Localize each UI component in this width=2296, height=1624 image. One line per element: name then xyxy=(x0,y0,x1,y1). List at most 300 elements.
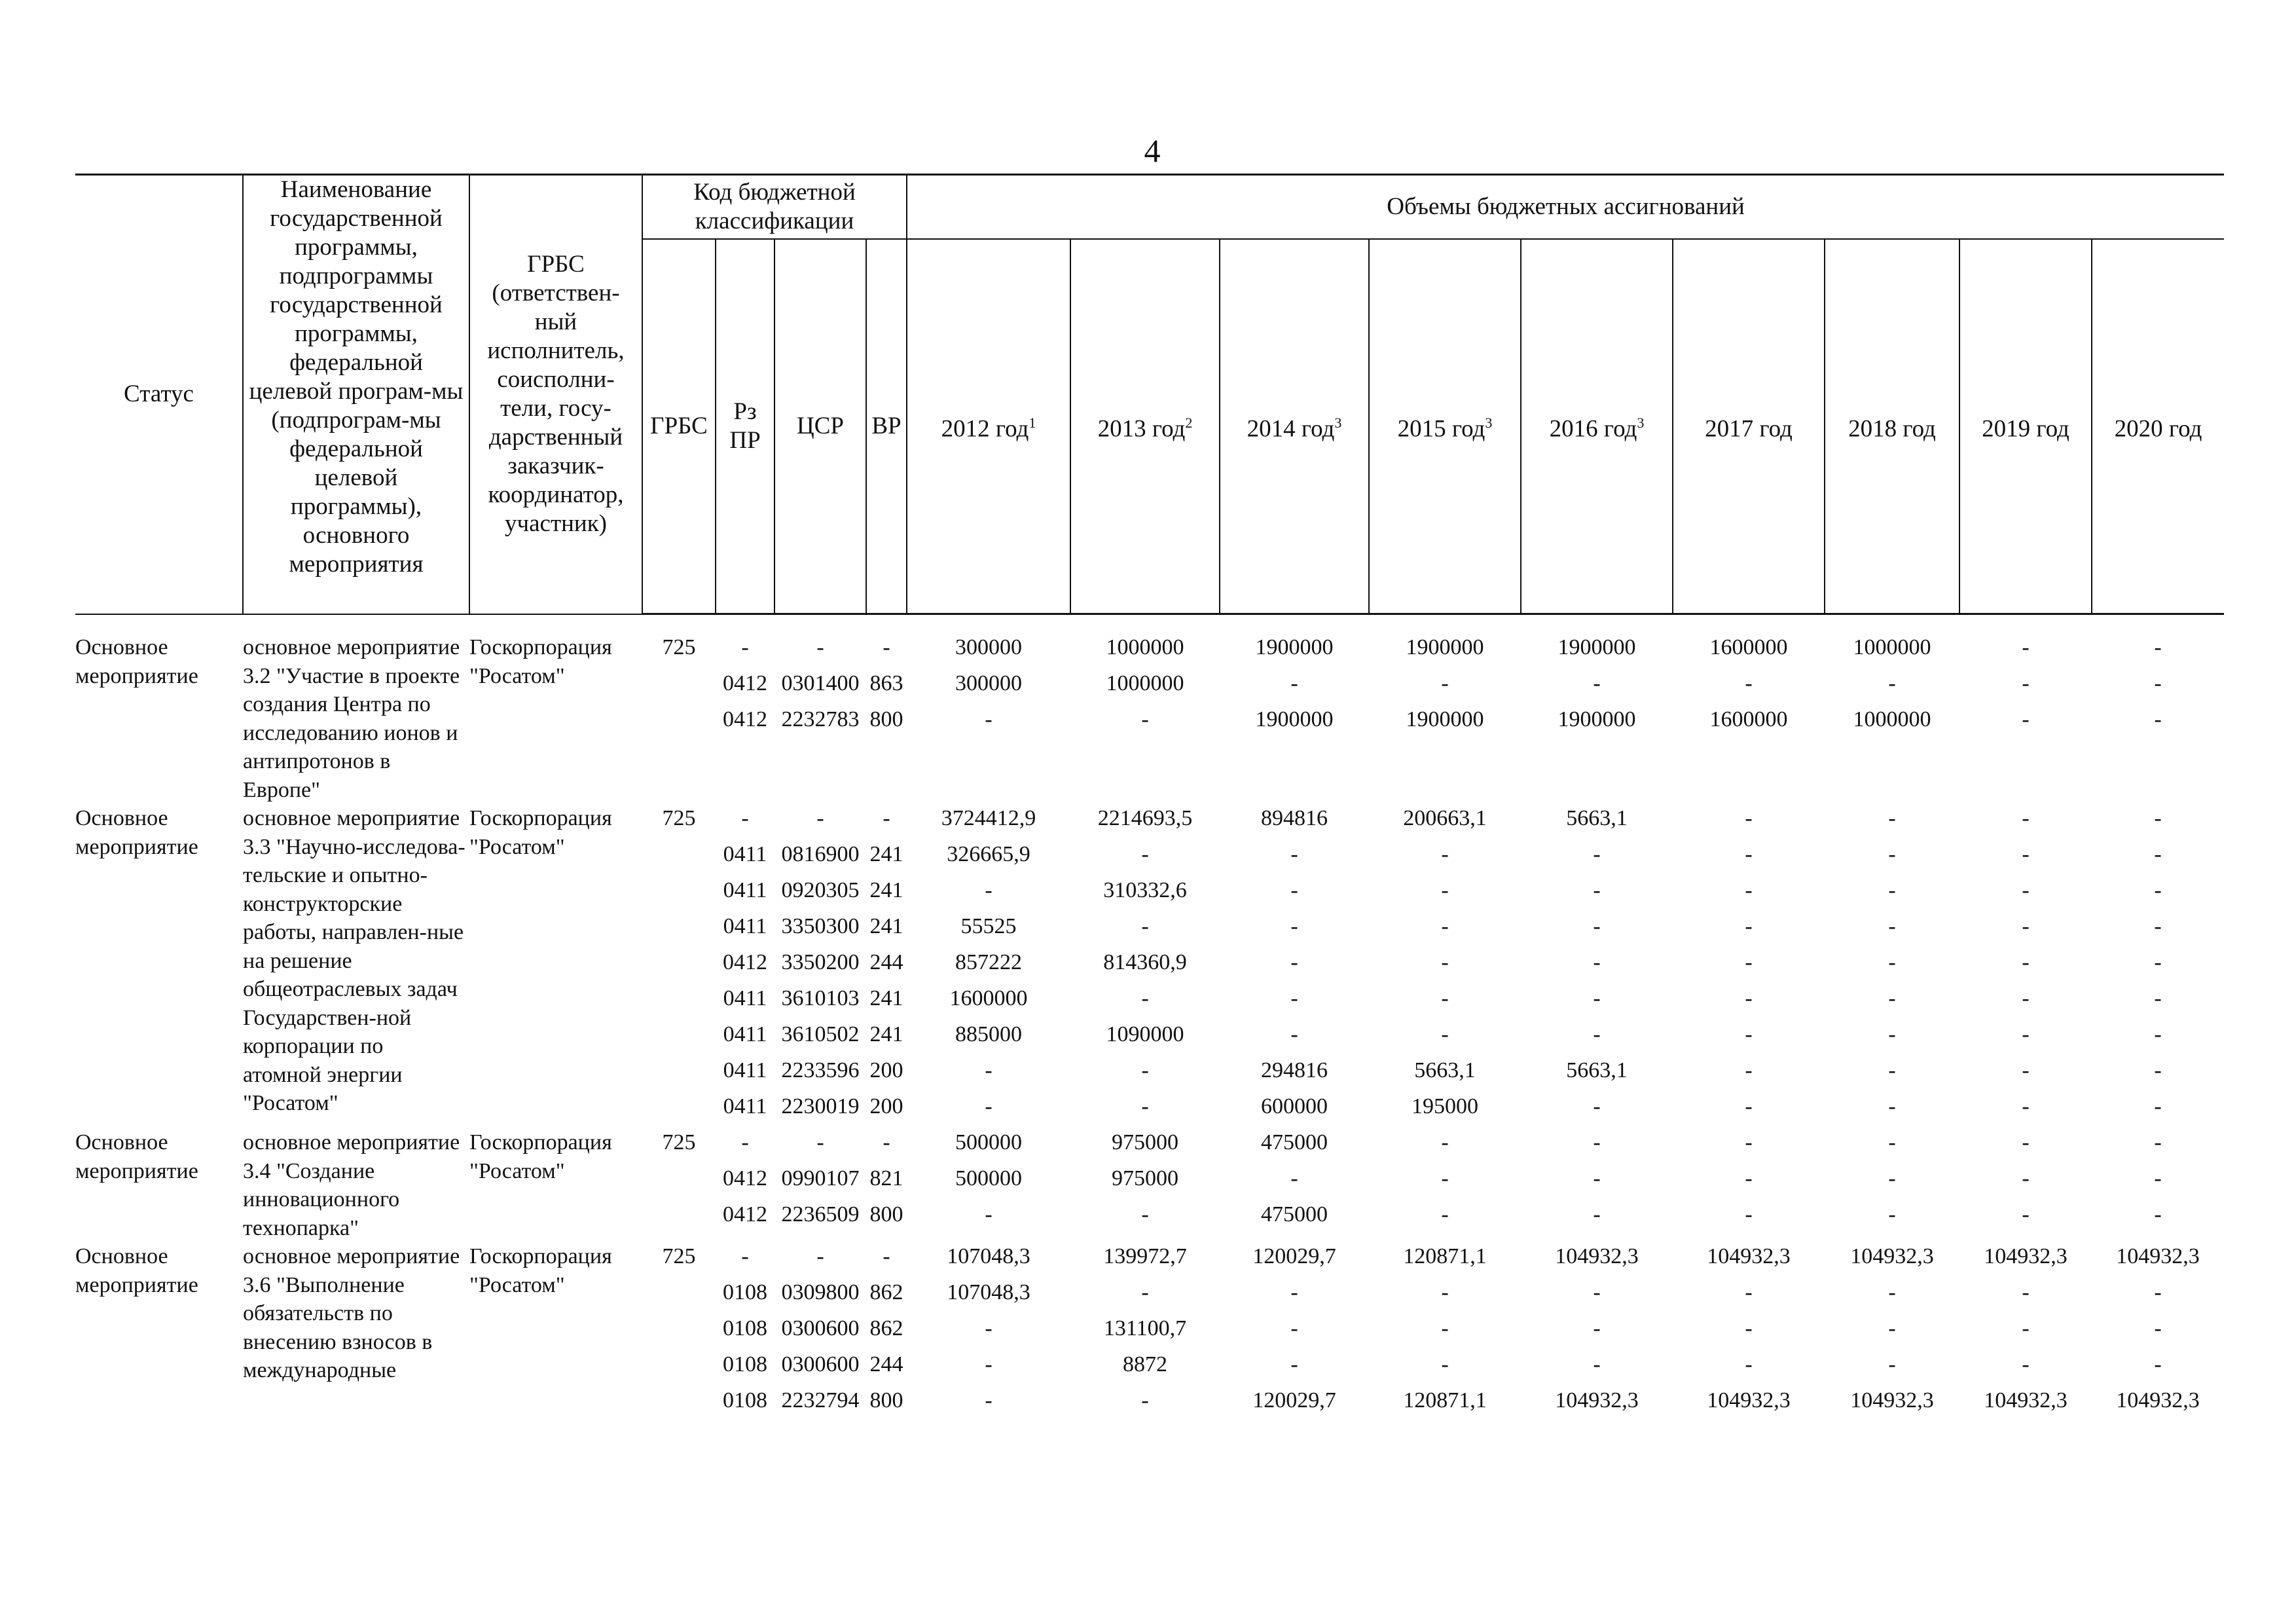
year-values-cell xyxy=(1673,1242,1825,1422)
amount-value: - xyxy=(1745,1130,1753,1154)
amount-value: - xyxy=(2154,950,2162,974)
code-value xyxy=(642,1200,716,1236)
amount-value: - xyxy=(1141,1280,1149,1304)
amount-value: - xyxy=(1141,914,1149,938)
amount-value: 857222 xyxy=(955,950,1022,974)
header-year xyxy=(1220,239,1369,614)
amount-value: 1900000 xyxy=(1255,635,1334,659)
amount-value: 104932,3 xyxy=(1707,1244,1791,1268)
code-value xyxy=(642,1314,716,1350)
budget-allocations-table xyxy=(75,174,2224,1422)
code-value xyxy=(642,1092,716,1128)
amount-value: - xyxy=(985,878,993,902)
amount-value: - xyxy=(1745,1316,1753,1340)
code-value: 0411 xyxy=(723,1094,767,1118)
amount-value: 120871,1 xyxy=(1403,1244,1487,1268)
amount-value: 1900000 xyxy=(1406,707,1484,731)
amount-value: - xyxy=(2154,1280,2162,1304)
year-values-cell xyxy=(1825,1128,1959,1242)
amount-value: 107048,3 xyxy=(947,1280,1030,1304)
amount-value: 975000 xyxy=(1112,1130,1178,1154)
status-cell: Основное мероприятие xyxy=(75,806,198,859)
code-value: 241 xyxy=(869,878,903,902)
header-year xyxy=(1521,239,1673,614)
amount-value: - xyxy=(1290,878,1298,902)
year-values-cell xyxy=(1825,633,1959,804)
group-row xyxy=(75,633,2224,804)
amount-value: - xyxy=(1745,806,1753,830)
header-year xyxy=(1070,239,1220,614)
amount-value: 104932,3 xyxy=(1984,1388,2068,1412)
amount-value: - xyxy=(1141,1202,1149,1227)
amount-value: - xyxy=(1290,1022,1298,1046)
code-value: 3350300 xyxy=(781,914,860,938)
amount-value: 1900000 xyxy=(1255,707,1334,731)
code-value xyxy=(642,840,716,876)
code-value: 0816900 xyxy=(781,842,860,866)
amount-value: - xyxy=(1593,878,1601,902)
header-code-col: ГРБС xyxy=(642,239,716,614)
amount-value: - xyxy=(1888,1022,1896,1046)
code-value xyxy=(642,1386,716,1422)
code-value: 725 xyxy=(662,806,696,830)
grbs-cell: Госкорпорация "Росатом" xyxy=(469,1244,612,1297)
group-row xyxy=(75,804,2224,1128)
amount-value: 600000 xyxy=(1261,1094,1328,1118)
amount-value: - xyxy=(1593,1166,1601,1190)
amount-value: 120029,7 xyxy=(1252,1244,1336,1268)
code-rzpr-cell xyxy=(716,804,774,1128)
code-value: - xyxy=(816,1130,824,1154)
year-label: 2013 год xyxy=(1097,415,1186,443)
amount-value: - xyxy=(1441,1130,1449,1154)
code-value xyxy=(642,984,716,1020)
amount-value: 104932,3 xyxy=(2116,1388,2200,1412)
amount-value: - xyxy=(2154,1130,2162,1154)
amount-value: 195000 xyxy=(1412,1094,1478,1118)
code-csr-cell xyxy=(774,633,866,804)
code-value: 241 xyxy=(869,842,903,866)
amount-value: - xyxy=(2022,671,2030,695)
amount-value: - xyxy=(1593,1316,1601,1340)
code-value: 2236509 xyxy=(781,1202,860,1227)
amount-value: - xyxy=(1441,986,1449,1010)
amount-value: - xyxy=(1745,1094,1753,1118)
amount-value: 1900000 xyxy=(1558,635,1636,659)
amount-value: - xyxy=(1745,1166,1753,1190)
year-label: 2019 год xyxy=(1982,415,2069,443)
code-value xyxy=(642,1164,716,1200)
code-rzpr-cell xyxy=(716,1242,774,1422)
year-values-cell xyxy=(907,1242,1070,1422)
amount-value: 120871,1 xyxy=(1403,1388,1487,1412)
code-vr-cell xyxy=(866,633,907,804)
grbs-cell: Госкорпорация "Росатом" xyxy=(469,635,612,688)
code-value: 725 xyxy=(662,1130,696,1154)
amount-value: 475000 xyxy=(1261,1130,1328,1154)
year-values-cell xyxy=(1369,1242,1521,1422)
code-value: 800 xyxy=(869,1388,903,1412)
year-footnote: 3 xyxy=(1485,415,1493,432)
page-number: 4 xyxy=(1144,132,1161,169)
code-value: 2232794 xyxy=(781,1388,860,1412)
amount-value: - xyxy=(2022,1022,2030,1046)
year-footnote: 3 xyxy=(1334,415,1342,432)
code-value: 0411 xyxy=(723,1058,767,1082)
year-values-cell xyxy=(1959,1242,2092,1422)
code-value xyxy=(642,1020,716,1056)
amount-value: - xyxy=(1441,878,1449,902)
amount-value: 1000000 xyxy=(1106,671,1184,695)
amount-value: - xyxy=(1290,671,1298,695)
amount-value: - xyxy=(1441,842,1449,866)
amount-value: - xyxy=(2154,1022,2162,1046)
code-csr-cell xyxy=(774,1128,866,1242)
amount-value: - xyxy=(985,1094,993,1118)
amount-value: 885000 xyxy=(955,1022,1022,1046)
amount-value: 975000 xyxy=(1112,1166,1178,1190)
amount-value: - xyxy=(985,1388,993,1412)
year-values-cell xyxy=(1521,1242,1673,1422)
code-value: - xyxy=(816,1244,824,1268)
year-values-cell xyxy=(1673,804,1825,1128)
code-value: 244 xyxy=(869,950,903,974)
code-value: 725 xyxy=(662,1244,696,1268)
year-label: 2016 год xyxy=(1549,415,1637,443)
code-value: 241 xyxy=(869,1022,903,1046)
year-values-cell xyxy=(1673,633,1825,804)
code-value xyxy=(642,669,716,705)
code-vr-cell xyxy=(866,1128,907,1242)
amount-value: - xyxy=(1141,1094,1149,1118)
code-value: 0412 xyxy=(723,1166,767,1190)
code-value: - xyxy=(816,635,824,659)
amount-value: - xyxy=(2154,1058,2162,1082)
code-value: - xyxy=(883,806,890,830)
code-value: 244 xyxy=(869,1352,903,1376)
year-values-cell xyxy=(1521,1128,1673,1242)
amount-value: - xyxy=(2022,1058,2030,1082)
year-label: 2012 год xyxy=(941,415,1029,443)
amount-value: - xyxy=(2154,878,2162,902)
code-value: 2230019 xyxy=(781,1094,860,1118)
amount-value: 300000 xyxy=(955,671,1022,695)
amount-value: - xyxy=(2022,1352,2030,1376)
year-label: 2018 год xyxy=(1848,415,1936,443)
name-cell: основное мероприятие 3.3 "Научно-исследова-тельские и опытно-конструкторские работы, направлен-ные на решение общеотраслевых задач Государствен-ной корпорации по атомной энергии "Росатом" xyxy=(243,806,465,1115)
code-value xyxy=(642,1350,716,1386)
year-label: 2020 год xyxy=(2114,415,2202,443)
amount-value: - xyxy=(1745,950,1753,974)
amount-value: 104932,3 xyxy=(1984,1244,2068,1268)
amount-value: 104932,3 xyxy=(1850,1244,1934,1268)
amount-value: - xyxy=(1745,1202,1753,1227)
code-value: 0412 xyxy=(723,671,767,695)
header-volumes: Объемы бюджетных ассигнований xyxy=(907,175,2224,240)
code-value: 0920305 xyxy=(781,878,860,902)
header-grbs-role: ГРБС (ответствен-ный исполнитель, соисполни-тели, госу-дарственный заказчик-координатор, участник) xyxy=(469,175,642,614)
amount-value: - xyxy=(2154,635,2162,659)
amount-value: - xyxy=(1888,1316,1896,1340)
header-code-col: ВР xyxy=(866,239,907,614)
code-value: 725 xyxy=(662,635,696,659)
amount-value: - xyxy=(1593,1280,1601,1304)
year-values-cell xyxy=(1070,1128,1220,1242)
code-value: 2232783 xyxy=(781,707,860,731)
year-values-cell xyxy=(907,1128,1070,1242)
amount-value: - xyxy=(1888,1130,1896,1154)
year-values-cell xyxy=(1959,633,2092,804)
code-value xyxy=(642,912,716,948)
amount-value: - xyxy=(1745,1058,1753,1082)
amount-value: 8872 xyxy=(1123,1352,1167,1376)
status-cell: Основное мероприятие xyxy=(75,1130,198,1183)
year-label: 2017 год xyxy=(1705,415,1793,443)
year-label: 2015 год xyxy=(1397,415,1485,443)
amount-value: - xyxy=(2022,635,2030,659)
amount-value: - xyxy=(1441,1022,1449,1046)
amount-value: 1600000 xyxy=(949,986,1028,1010)
amount-value: - xyxy=(2022,1280,2030,1304)
amount-value: - xyxy=(2022,950,2030,974)
amount-value: - xyxy=(1441,1316,1449,1340)
amount-value: - xyxy=(2022,878,2030,902)
amount-value: - xyxy=(1888,1166,1896,1190)
amount-value: 1000000 xyxy=(1853,635,1931,659)
amount-value: 814360,9 xyxy=(1103,950,1187,974)
year-values-cell xyxy=(1521,804,1673,1128)
code-value: 0301400 xyxy=(781,671,860,695)
code-value: - xyxy=(883,1244,890,1268)
amount-value: - xyxy=(985,707,993,731)
code-value: - xyxy=(816,806,824,830)
amount-value: - xyxy=(1745,842,1753,866)
amount-value: 2214693,5 xyxy=(1097,806,1193,830)
grbs-cell: Госкорпорация "Росатом" xyxy=(469,1130,612,1183)
amount-value: - xyxy=(1888,1058,1896,1082)
code-grbs-code-cell xyxy=(642,1128,716,1242)
code-value: 0300600 xyxy=(781,1316,860,1340)
amount-value: - xyxy=(1745,878,1753,902)
code-value: 0309800 xyxy=(781,1280,860,1304)
code-value: 0412 xyxy=(723,950,767,974)
code-value: 0411 xyxy=(723,1022,767,1046)
amount-value: - xyxy=(1745,671,1753,695)
code-value: 0412 xyxy=(723,707,767,731)
amount-value: - xyxy=(1593,1130,1601,1154)
amount-value: - xyxy=(2154,707,2162,731)
amount-value: - xyxy=(1441,1352,1449,1376)
amount-value: - xyxy=(1593,986,1601,1010)
amount-value: - xyxy=(1888,806,1896,830)
amount-value: - xyxy=(1141,986,1149,1010)
amount-value: - xyxy=(1888,950,1896,974)
amount-value: - xyxy=(1888,671,1896,695)
amount-value: - xyxy=(1141,1058,1149,1082)
amount-value: - xyxy=(1593,914,1601,938)
amount-value: 1090000 xyxy=(1106,1022,1184,1046)
year-values-cell xyxy=(2092,804,2224,1128)
code-value: 0411 xyxy=(723,914,767,938)
year-values-cell xyxy=(1959,804,2092,1128)
amount-value: - xyxy=(1888,1202,1896,1227)
code-value: 200 xyxy=(869,1058,903,1082)
amount-value: - xyxy=(1593,842,1601,866)
year-values-cell xyxy=(1369,1128,1521,1242)
amount-value: - xyxy=(1441,1202,1449,1227)
code-value xyxy=(642,1056,716,1092)
amount-value: - xyxy=(1888,842,1896,866)
code-value: 800 xyxy=(869,1202,903,1227)
code-value: 821 xyxy=(869,1166,903,1190)
header-year xyxy=(1369,239,1521,614)
code-value: 200 xyxy=(869,1094,903,1118)
code-value: 3610103 xyxy=(781,986,860,1010)
grbs-cell: Госкорпорация "Росатом" xyxy=(469,806,612,859)
code-value: 863 xyxy=(869,671,903,695)
amount-value: - xyxy=(985,1058,993,1082)
amount-value: 310332,6 xyxy=(1103,878,1187,902)
amount-value: - xyxy=(1290,950,1298,974)
code-value: - xyxy=(883,1130,890,1154)
code-value: - xyxy=(741,1130,749,1154)
amount-value: - xyxy=(1290,842,1298,866)
name-cell: основное мероприятие 3.6 "Выполнение обязательств по внесению взносов в международные xyxy=(243,1244,460,1382)
amount-value: 55525 xyxy=(960,914,1017,938)
year-values-cell xyxy=(1220,1242,1369,1422)
amount-value: 3724412,9 xyxy=(941,806,1036,830)
amount-value: - xyxy=(2022,1316,2030,1340)
year-label: 2014 год xyxy=(1247,415,1335,443)
amount-value: - xyxy=(2154,914,2162,938)
amount-value: - xyxy=(2154,1316,2162,1340)
amount-value: - xyxy=(1745,1280,1753,1304)
amount-value: 475000 xyxy=(1261,1202,1328,1227)
amount-value: 5663,1 xyxy=(1414,1058,1476,1082)
amount-value: - xyxy=(1141,1388,1149,1412)
amount-value: - xyxy=(1441,1280,1449,1304)
amount-value: - xyxy=(1290,1166,1298,1190)
amount-value: 1600000 xyxy=(1709,635,1788,659)
year-values-cell xyxy=(1220,1128,1369,1242)
code-grbs-code-cell xyxy=(642,633,716,804)
amount-value: - xyxy=(2154,806,2162,830)
code-value: 0108 xyxy=(723,1316,767,1340)
code-value: - xyxy=(741,635,749,659)
year-values-cell xyxy=(1070,804,1220,1128)
code-value: 0300600 xyxy=(781,1352,860,1376)
amount-value: - xyxy=(1745,914,1753,938)
amount-value: - xyxy=(1593,1352,1601,1376)
amount-value: - xyxy=(1593,671,1601,695)
amount-value: 300000 xyxy=(955,635,1022,659)
code-value: 0108 xyxy=(723,1352,767,1376)
amount-value: 5663,1 xyxy=(1566,806,1628,830)
amount-value: 139972,7 xyxy=(1103,1244,1187,1268)
year-values-cell xyxy=(1825,1242,1959,1422)
header-year xyxy=(907,239,1070,614)
group-row xyxy=(75,1242,2224,1422)
year-values-cell xyxy=(1369,633,1521,804)
code-value xyxy=(642,1278,716,1314)
amount-value: - xyxy=(2022,806,2030,830)
amount-value: - xyxy=(985,1202,993,1227)
year-footnote: 1 xyxy=(1029,415,1036,432)
amount-value: - xyxy=(1290,986,1298,1010)
amount-value: 104932,3 xyxy=(1707,1388,1791,1412)
code-value xyxy=(642,876,716,912)
amount-value: 104932,3 xyxy=(1555,1244,1639,1268)
amount-value: 5663,1 xyxy=(1566,1058,1628,1082)
code-value: 0412 xyxy=(723,1202,767,1227)
year-values-cell xyxy=(2092,1242,2224,1422)
amount-value: - xyxy=(2154,1352,2162,1376)
code-value: 0411 xyxy=(723,878,767,902)
amount-value: - xyxy=(2022,1202,2030,1227)
amount-value: - xyxy=(2022,1094,2030,1118)
code-vr-cell xyxy=(866,804,907,1128)
header-budget-code: Код бюджетной классификации xyxy=(642,175,907,240)
amount-value: - xyxy=(1593,950,1601,974)
amount-value: - xyxy=(2154,671,2162,695)
amount-value: 104932,3 xyxy=(2116,1244,2200,1268)
amount-value: - xyxy=(2022,986,2030,1010)
amount-value: 500000 xyxy=(955,1166,1022,1190)
year-values-cell xyxy=(1070,1242,1220,1422)
name-cell: основное мероприятие 3.4 "Создание инновационного технопарка" xyxy=(243,1130,460,1240)
amount-value: - xyxy=(1888,1094,1896,1118)
amount-value: 1000000 xyxy=(1106,635,1184,659)
amount-value: 104932,3 xyxy=(1555,1388,1639,1412)
year-values-cell xyxy=(1959,1128,2092,1242)
amount-value: - xyxy=(985,1316,993,1340)
code-vr-cell xyxy=(866,1242,907,1422)
amount-value: - xyxy=(2154,842,2162,866)
amount-value: 120029,7 xyxy=(1252,1388,1336,1412)
code-value: 862 xyxy=(869,1280,903,1304)
amount-value: - xyxy=(1745,986,1753,1010)
year-values-cell xyxy=(2092,633,2224,804)
year-footnote: 2 xyxy=(1185,415,1193,432)
code-value: 0990107 xyxy=(781,1166,860,1190)
code-grbs-code-cell xyxy=(642,1242,716,1422)
amount-value: - xyxy=(1441,1166,1449,1190)
amount-value: 326665,9 xyxy=(947,842,1030,866)
amount-value: - xyxy=(1290,914,1298,938)
code-value: 0411 xyxy=(723,842,767,866)
amount-value: - xyxy=(1888,1280,1896,1304)
amount-value: 107048,3 xyxy=(947,1244,1030,1268)
year-values-cell xyxy=(1825,804,1959,1128)
header-year xyxy=(1825,239,1959,614)
code-value xyxy=(642,705,716,741)
year-values-cell xyxy=(1220,633,1369,804)
amount-value: - xyxy=(2154,986,2162,1010)
code-value: 241 xyxy=(869,986,903,1010)
code-value xyxy=(642,948,716,984)
header-code-col: Рз ПР xyxy=(716,239,774,614)
year-values-cell xyxy=(907,633,1070,804)
amount-value: - xyxy=(2022,914,2030,938)
amount-value: - xyxy=(1888,878,1896,902)
code-value: 800 xyxy=(869,707,903,731)
group-row xyxy=(75,1128,2224,1242)
code-csr-cell xyxy=(774,1242,866,1422)
amount-value: - xyxy=(1593,1094,1601,1118)
amount-value: 500000 xyxy=(955,1130,1022,1154)
amount-value: - xyxy=(1745,1352,1753,1376)
amount-value: - xyxy=(1888,1352,1896,1376)
